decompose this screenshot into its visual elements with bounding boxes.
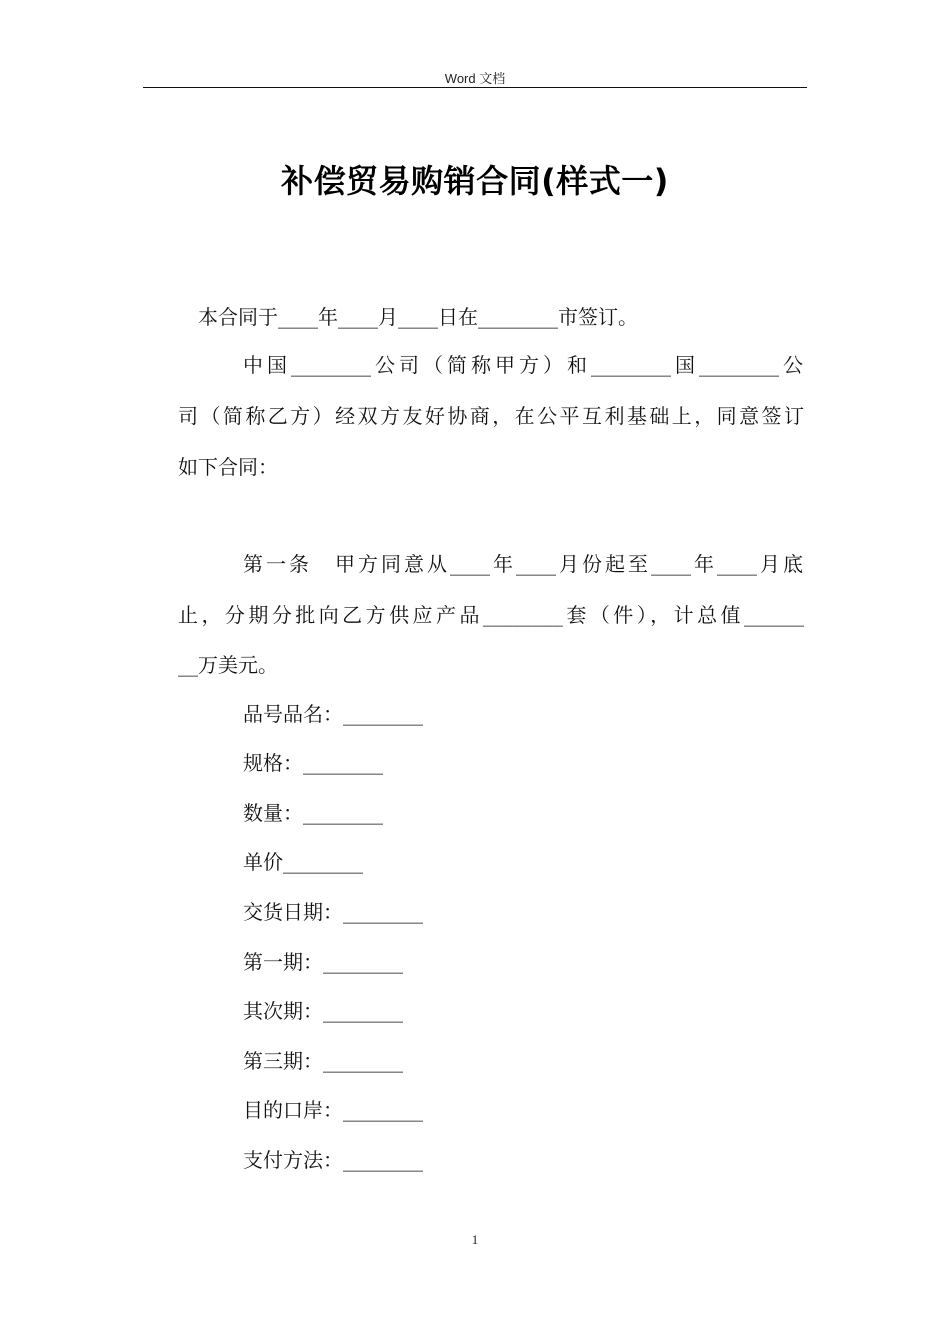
field-line: 支付方法：________ xyxy=(243,1148,423,1172)
field-line: 交货日期：________ xyxy=(243,900,423,924)
paragraph-line: 本合同于____年____月____日在________市签订。 xyxy=(198,305,638,329)
field-line: 目的口岸：________ xyxy=(243,1098,423,1122)
field-line: 单价________ xyxy=(243,850,363,874)
field-line: 第一期：________ xyxy=(243,950,403,974)
page-number: 1 xyxy=(471,1232,479,1247)
article-line: 止，分期分批向乙方供应产品________套（件），计总值______ xyxy=(178,603,804,627)
field-line: 第三期：________ xyxy=(243,1049,403,1073)
paragraph-line: 司（简称乙方）经双方友好协商，在公平互利基础上，同意签订 xyxy=(178,404,804,428)
field-line: 规格：________ xyxy=(243,751,383,775)
field-line: 品号品名：________ xyxy=(243,702,423,726)
document-title: 补偿贸易购销合同(样式一) xyxy=(281,162,669,200)
field-line: 其次期：________ xyxy=(243,999,403,1023)
paragraph-line: 中国________公司（简称甲方）和________国________公 xyxy=(243,353,803,377)
header-divider xyxy=(143,87,807,88)
article-line: __万美元。 xyxy=(178,653,278,677)
article-line: 第一条 甲方同意从____年____月份起至____年____月底 xyxy=(243,552,803,576)
field-line: 数量：________ xyxy=(243,801,383,825)
paragraph-line: 如下合同： xyxy=(178,455,278,479)
document-header: Word 文档 xyxy=(444,71,506,86)
